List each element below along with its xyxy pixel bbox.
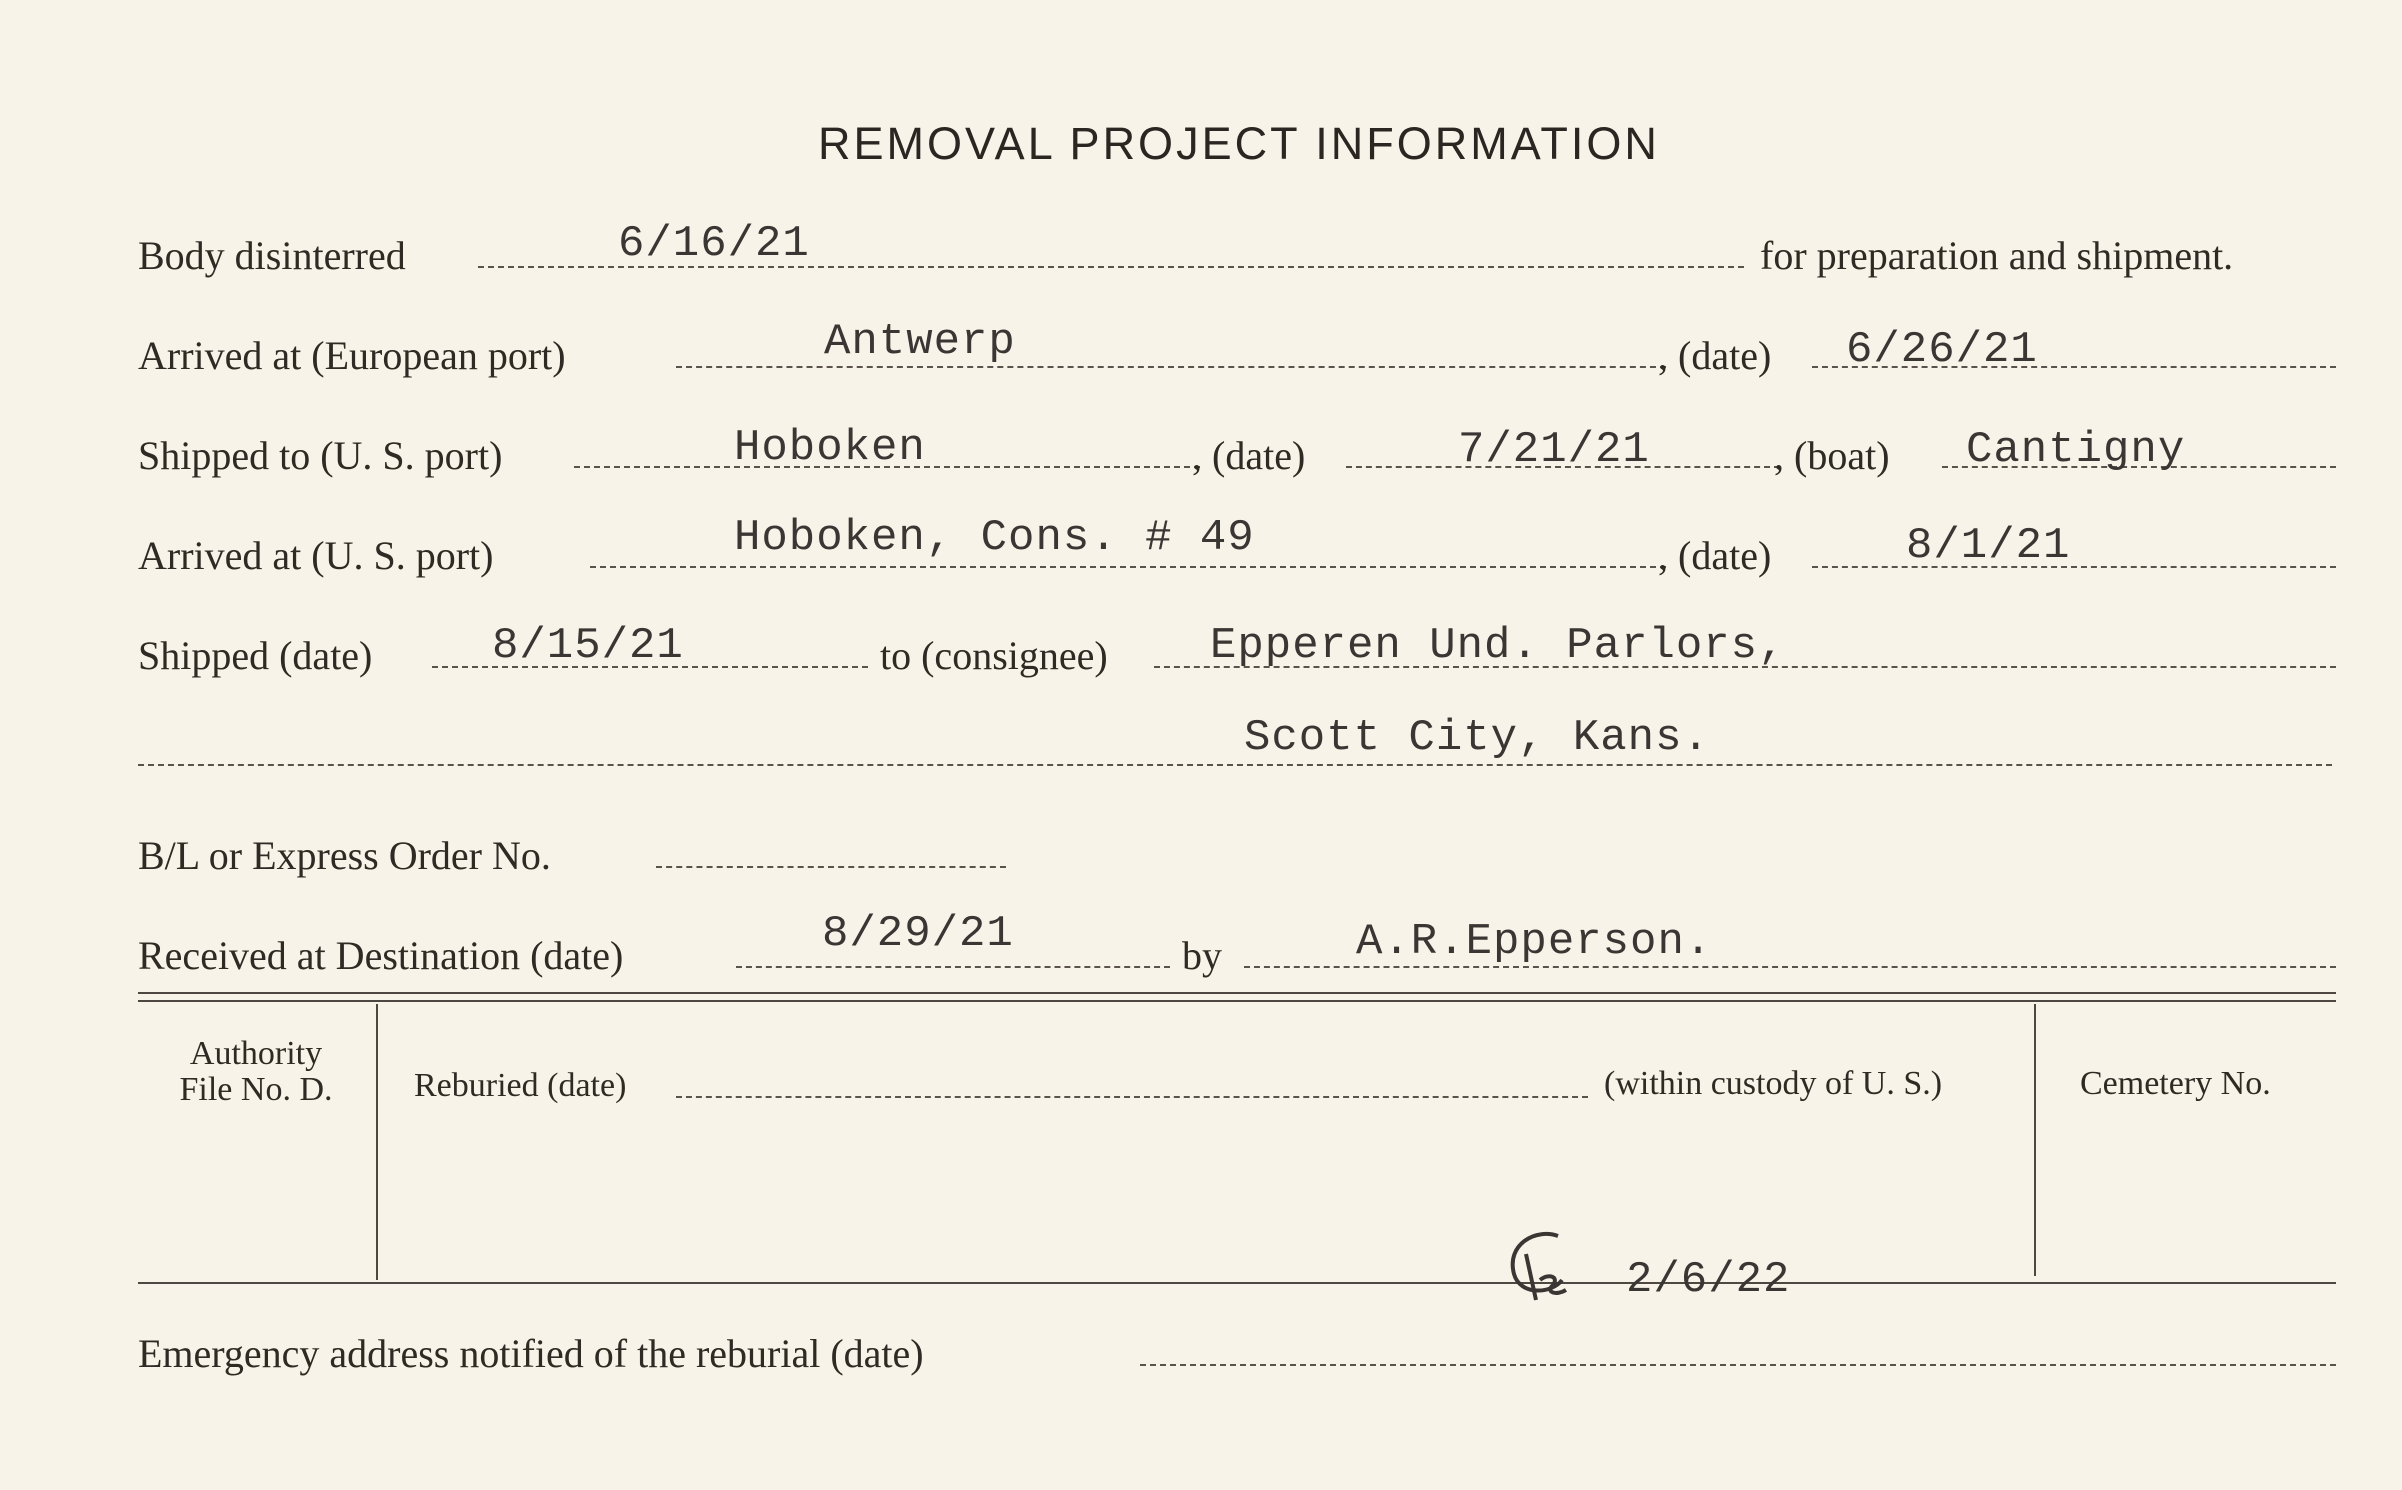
european-port-label: Arrived at (European port)	[138, 333, 566, 378]
european-port-date-value: 6/26/21	[1846, 325, 2038, 375]
us-port-arrived-date-label: , (date)	[1658, 533, 1772, 578]
reburied-suffix: (within custody of U. S.)	[1604, 1065, 1943, 1102]
authority-file-label	[166, 1036, 346, 1107]
us-port-arrived-label: Arrived at (U. S. port)	[138, 533, 494, 578]
consignee-line2-value: Scott City, Kans.	[1244, 713, 1710, 763]
authority-file-line2: File No. D.	[179, 1070, 333, 1108]
card-title: REMOVAL PROJECT INFORMATION	[818, 118, 1660, 169]
shipped-date-value: 8/15/21	[492, 621, 684, 671]
boat-label: , (boat)	[1774, 433, 1890, 478]
consignee-continuation-line	[138, 764, 2332, 766]
table-top-rule-2	[138, 1000, 2336, 1002]
annotation-date: 2/6/22	[1626, 1255, 1791, 1305]
bl-express-label: B/L or Express Order No.	[138, 833, 551, 878]
cemetery-no-label: Cemetery No.	[2080, 1065, 2271, 1102]
table-bottom-rule	[138, 1282, 2336, 1284]
us-port-arrived-value: Hoboken, Cons. # 49	[734, 513, 1255, 563]
authority-file-line1: Authority	[189, 1035, 323, 1072]
shipped-date-label: Shipped (date)	[138, 633, 373, 678]
received-destination-value: 8/29/21	[822, 909, 1014, 959]
table-top-rule-1	[138, 992, 2336, 994]
us-port-shipped-label: Shipped to (U. S. port)	[138, 433, 503, 478]
initials-mark-icon	[1496, 1224, 1580, 1312]
us-port-shipped-date-label: , (date)	[1192, 433, 1306, 478]
received-destination-label: Received at Destination (date)	[138, 933, 624, 978]
table-divider-right	[2034, 1004, 2036, 1276]
european-port-value: Antwerp	[824, 317, 1016, 367]
us-port-arrived-date-value: 8/1/21	[1906, 521, 2071, 571]
bl-express-line	[656, 866, 1006, 868]
received-by-label: by	[1182, 933, 1222, 978]
emergency-address-label: Emergency address notified of the reburial (date)	[138, 1331, 924, 1376]
consignee-label: to (consignee)	[880, 633, 1108, 678]
body-disinterred-value: 6/16/21	[618, 219, 810, 269]
consignee-line1-value: Epperen Und. Parlors,	[1210, 621, 1786, 671]
body-disinterred-label: Body disinterred	[138, 233, 406, 278]
us-port-arrived-date-line	[1812, 566, 2336, 568]
european-port-date-label: , (date)	[1658, 333, 1772, 378]
us-port-shipped-value: Hoboken	[734, 423, 926, 473]
reburied-line	[676, 1096, 1588, 1098]
received-by-value: A.R.Epperson.	[1356, 917, 1713, 967]
us-port-shipped-date-value: 7/21/21	[1458, 425, 1650, 475]
reburied-label: Reburied (date)	[414, 1067, 627, 1104]
emergency-address-line	[1140, 1364, 2336, 1366]
received-destination-line	[736, 966, 1170, 968]
us-port-arrived-line	[590, 566, 1666, 568]
body-disinterred-suffix: for preparation and shipment.	[1760, 233, 2234, 278]
table-divider-left	[376, 1004, 378, 1280]
boat-value: Cantigny	[1966, 425, 2186, 475]
